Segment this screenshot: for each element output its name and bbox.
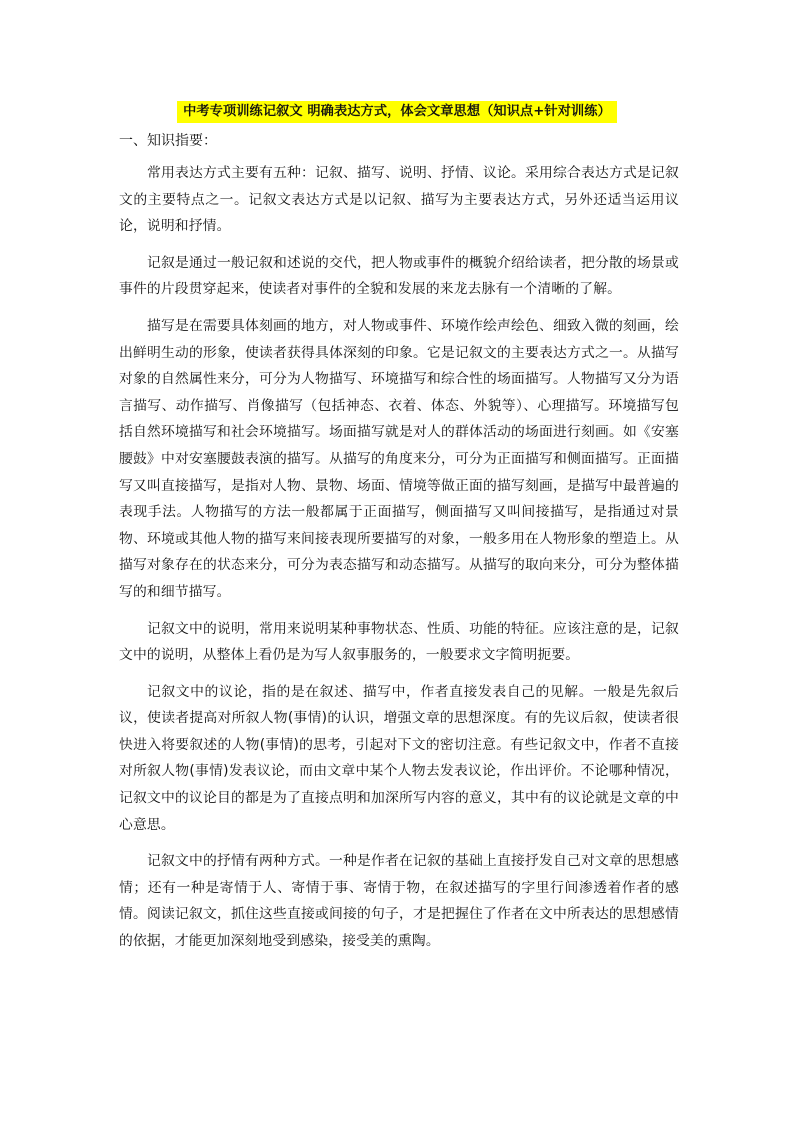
document-body (119, 160, 679, 965)
paragraph-description: 描写是在需要具体刻画的地方，对人物或事件、环境作绘声绘色、细致入微的刻画，绘出鲜明生动的形象，使读者获得具体深刻的印象。它是记叙文的主要表达方式之一。从描写对象的自然属性来分，可分为人物描写、环境描写和综合性的场面描写。人物描写又分为语言描写、动作描写、肖像描写（包括神态、衣着、体态、外貌等）、心理描写。环境描写包括自然环境描写和社会环境描写。场面描写就是对人的群体活动的场面进行刻画。如《安塞腰鼓》中对安塞腰鼓表演的描写。从描写的角度来分，可分为正面描写和侧面描写。正面描写又叫直接描写，是指对人物、景物、场面、情境等做正面的描写刻画，是描写中最普遍的表现手法。人物描写的方法一般都属于正面描写，侧面描写又叫间接描写，是指通过对景物、环境或其他人物的描写来间接表现所要描写的对象，一般多用在人物形象的塑造上。从描写对象存在的状态来分，可分为表态描写和动态描写。从描写的取向来分，可分为整体描写的和细节描写。 (119, 317, 679, 600)
paragraph-expression-methods: 常用表达方式主要有五种：记叙、描写、说明、抒情、议论。采用综合表达方式是记叙文的主要特点之一。记叙文表达方式是以记叙、描写为主要表达方式，另外还适当运用议论，说明和抒情。 (119, 165, 679, 235)
title-container (0, 100, 794, 123)
section-heading: 一、知识指要： (119, 133, 217, 149)
paragraph-lyricism: 记叙文中的抒情有两种方式。一种是作者在记叙的基础上直接抒发自己对文章的思想感情；还有一种是寄情于人、寄情于事、寄情于物，在叙述描写的字里行间渗透着作者的感情。阅读记叙文，抓住这些直接或间接的句子，才是把握住了作者在文中所表达的思想感情的依据，才能更加深刻地受到感染，接受美的熏陶。 (119, 853, 679, 950)
paragraph-explanation: 记叙文中的说明，常用来说明某种事物状态、性质、功能的特征。应该注意的是，记叙文中的说明，从整体上看仍是为写人叙事服务的，一般要求文字简明扼要。 (119, 620, 679, 664)
document-title: 中考专项训练记叙文 明确表达方式，体会文章思想（知识点+针对训练） (177, 101, 617, 123)
paragraph-argument: 记叙文中的议论，指的是在叙述、描写中，作者直接发表自己的见解。一般是先叙后议，使读者提高对所叙人物(事情)的认识，增强文章的思想深度。有的先议后叙，使读者很快进入将要叙述的人物(事情)的思考，引起对下文的密切注意。有些记叙文中，作者不直接对所叙人物(事情)发表议论，而由文章中某个人物去发表议论，作出评价。不论哪种情况，记叙文中的议论目的都是为了直接点明和加深所写内容的意义，其中有的议论就是文章的中心意思。 (119, 683, 679, 833)
paragraph-narration: 记叙是通过一般记叙和述说的交代，把人物或事件的概貌介绍给读者，把分散的场景或事件的片段贯穿起来，使读者对事件的全貌和发展的来龙去脉有一个清晰的了解。 (119, 254, 679, 298)
